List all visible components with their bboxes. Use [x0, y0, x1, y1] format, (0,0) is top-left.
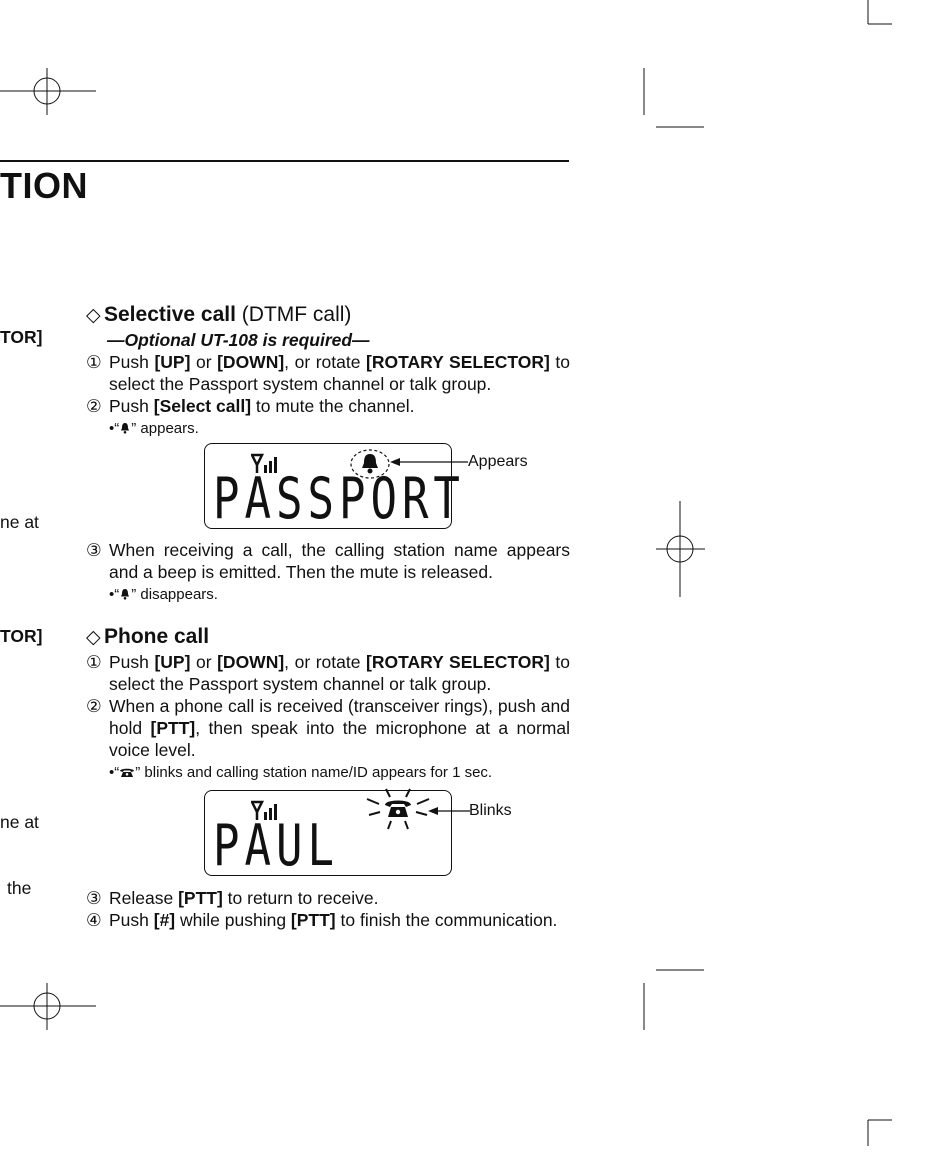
- left-fragment: TOR]: [0, 626, 43, 646]
- page-title-fragment: TION: [0, 165, 88, 206]
- bell-icon: [119, 588, 131, 600]
- step-item: ④ Push [#] while pushing [PTT] to finish the communication.: [86, 910, 558, 930]
- left-fragment: ne at: [0, 812, 39, 832]
- phone-icon: [119, 767, 135, 778]
- callout-arrow: [426, 804, 470, 818]
- step-item: ② When a phone call is received (transceiver rings), push and hold [PTT], then speak into the microphone at a normal voice level.: [86, 696, 570, 760]
- step-item: ② Push [Select call] to mute the channel.: [86, 396, 415, 416]
- left-fragment: TOR]: [0, 327, 43, 347]
- diamond-icon: ◇: [86, 627, 101, 648]
- lcd-text: PASSPORT: [213, 466, 465, 533]
- callout-label: Blinks: [469, 802, 512, 819]
- step-item: ③ When receiving a call, the calling station name appears and a beep is emitted. Then the mute is released.: [86, 540, 570, 582]
- step-note: •“ ” blinks and calling station name/ID appears for 1 sec.: [109, 764, 493, 781]
- step-item: ① Push [UP] or [DOWN], or rotate [ROTARY SELECTOR] to select the Passport system channel or talk group.: [86, 352, 570, 394]
- step-note: •“ ” appears.: [109, 420, 199, 437]
- section-heading: ◇ Selective call (DTMF call): [86, 302, 570, 329]
- diamond-icon: ◇: [86, 305, 101, 326]
- phone-icon: [365, 787, 431, 831]
- section-heading: ◇ Phone call: [86, 624, 570, 651]
- selective-call-section-continued: [86, 539, 570, 604]
- phone-call-section-continued: [86, 887, 570, 931]
- step-item: ③ Release [PTT] to return to receive.: [86, 888, 379, 908]
- left-fragment: ne at: [0, 512, 39, 532]
- selective-call-section: [86, 302, 570, 438]
- bell-icon: [119, 422, 131, 434]
- lcd-text: PAUL: [213, 813, 339, 880]
- step-note: •“ ” disappears.: [109, 586, 218, 603]
- step-item: ① Push [UP] or [DOWN], or rotate [ROTARY SELECTOR] to select the Passport system channel or talk group.: [86, 652, 570, 694]
- phone-call-section: [86, 624, 570, 782]
- callout-arrow: [388, 455, 468, 469]
- section-subheading: —Optional UT-108 is required—: [107, 330, 370, 350]
- lcd-display: [204, 790, 452, 880]
- callout-label: Appears: [468, 453, 528, 470]
- left-fragment: the: [7, 878, 32, 898]
- header-rule: [0, 160, 569, 162]
